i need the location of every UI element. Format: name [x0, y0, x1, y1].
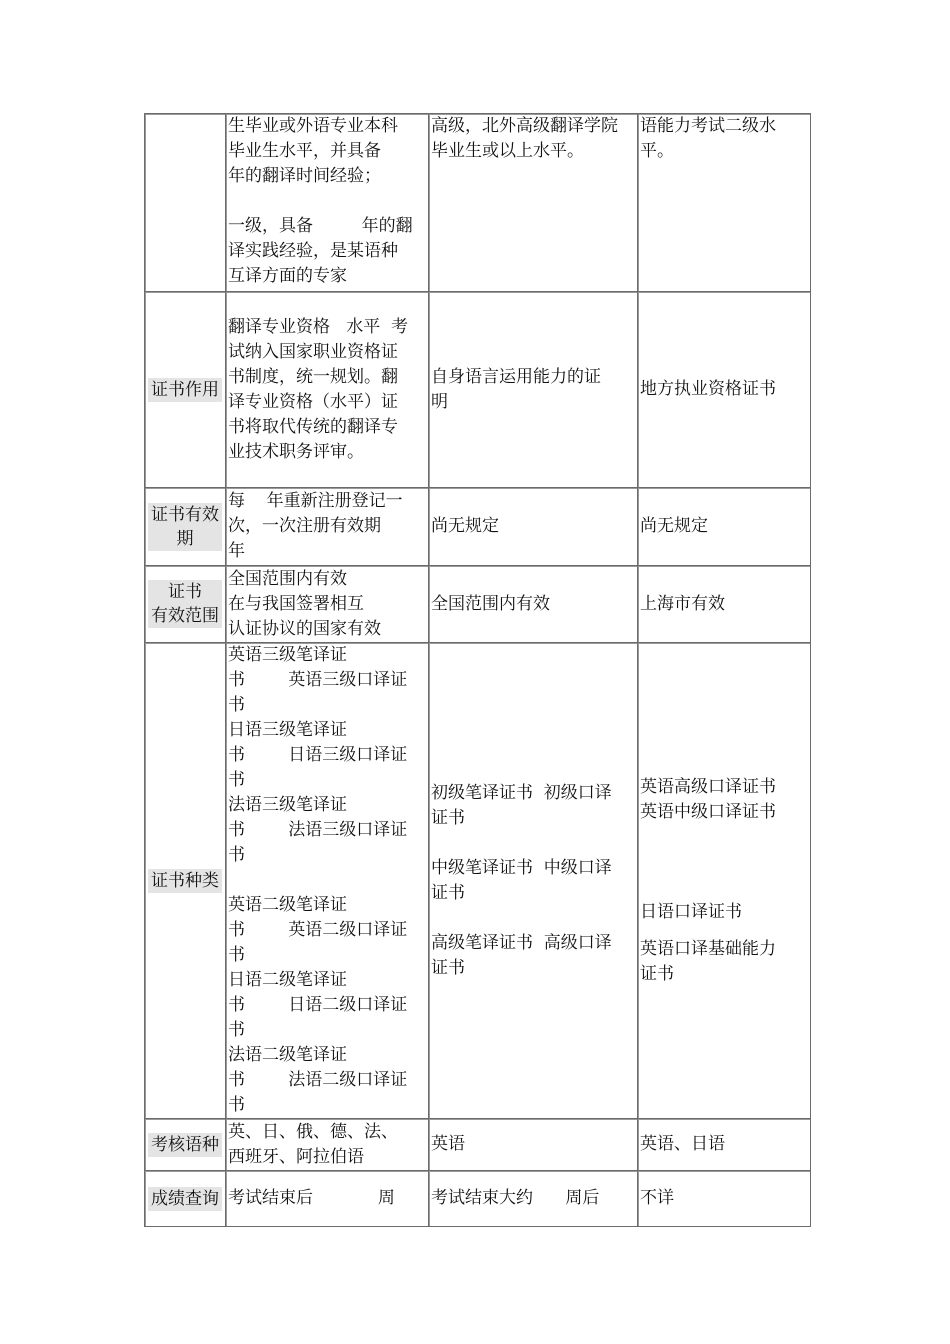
table-cell — [638, 1171, 811, 1227]
row-header-cell — [145, 1171, 226, 1227]
table-cell — [638, 643, 811, 1119]
cell-text: 译实践经验，是某语种 — [228, 241, 398, 261]
table-cell — [429, 566, 638, 643]
row-header-line: 期 — [176, 528, 194, 549]
table-cell — [638, 1119, 811, 1171]
table-row — [145, 643, 811, 1119]
cell-text: 语能力考试二级水 — [640, 116, 776, 136]
cell-text: 年 — [228, 541, 245, 561]
cell-text: 证书 — [431, 882, 465, 903]
cell-text: 证书 — [431, 957, 465, 978]
table-cell — [638, 566, 811, 643]
cell-text: 每 年重新注册登记一 — [228, 491, 403, 511]
row-header-label — [148, 580, 222, 628]
table-row — [145, 292, 811, 488]
cell-text: 书 — [228, 945, 245, 965]
table-cell — [429, 292, 638, 488]
row-header-cell — [145, 566, 226, 643]
table-cell — [638, 114, 811, 292]
cell-text: 尚无规定 — [431, 516, 499, 536]
cell-text: 英语中级口译证书 — [640, 801, 776, 822]
cell-text: 初级笔译证书 初级口译 — [431, 782, 612, 803]
cell-text: 互译方面的专家 — [228, 266, 347, 286]
cell-text: 西班牙、阿拉伯语 — [228, 1146, 364, 1167]
row-header-cell — [145, 643, 226, 1119]
table-cell — [226, 488, 429, 566]
cell-text: 书 英语三级口译证 — [228, 670, 408, 690]
cell-text: 毕业生水平，并具备 — [228, 141, 381, 161]
cell-text: 英语口译基础能力 — [640, 938, 776, 959]
cell-text: 书 法语二级口译证 — [228, 1070, 408, 1090]
cell-text: 书 法语三级口译证 — [228, 820, 408, 840]
table-row — [145, 1171, 811, 1227]
table-cell — [638, 488, 811, 566]
cell-text: 业技术职务评审。 — [228, 441, 364, 462]
cell-text: 高级笔译证书 高级口译 — [431, 932, 612, 953]
cell-text: 英、日、俄、德、法、 — [228, 1121, 398, 1142]
cell-text: 英语高级口译证书 — [640, 776, 776, 797]
cell-text: 英语、日语 — [640, 1134, 725, 1154]
cell-text: 法语三级笔译证 — [228, 795, 347, 815]
cell-text: 上海市有效 — [640, 593, 725, 614]
cell-text: 书 日语三级口译证 — [228, 745, 408, 765]
cell-text: 毕业生或以上水平。 — [431, 141, 584, 161]
row-header-line: 证书 — [168, 582, 202, 602]
cell-text: 认证协议的国家有效 — [228, 618, 381, 639]
row-header-cell — [145, 114, 226, 292]
certificate-comparison-table — [144, 113, 811, 1227]
cell-text: 英语二级笔译证 — [228, 895, 347, 915]
cell-text: 全国范围内有效 — [431, 593, 550, 614]
cell-text: 考试结束后 周 — [228, 1188, 395, 1208]
cell-text: 自身语言运用能力的证 — [431, 366, 601, 387]
table-row — [145, 488, 811, 566]
table-row — [145, 566, 811, 643]
row-header-label: 成绩查询 — [148, 1187, 222, 1211]
cell-text: 日语二级笔译证 — [228, 970, 347, 990]
cell-text: 书 — [228, 695, 245, 715]
table-cell — [429, 1171, 638, 1227]
row-header-cell — [145, 292, 226, 488]
cell-text: 日语口译证书 — [640, 901, 742, 922]
table-cell — [429, 1119, 638, 1171]
cell-text: 平。 — [640, 141, 674, 161]
row-header-label — [148, 503, 222, 551]
cell-text: 书 — [228, 1020, 245, 1040]
table-cell — [429, 114, 638, 292]
table-cell — [226, 1119, 429, 1171]
table-cell — [638, 292, 811, 488]
cell-text: 一级，具备 年的翻 — [228, 216, 413, 236]
cell-text: 译专业资格（水平）证 — [228, 391, 398, 412]
table-row — [145, 1119, 811, 1171]
cell-text: 书 — [228, 1095, 245, 1115]
row-header-cell — [145, 1119, 226, 1171]
cell-text: 书 — [228, 845, 245, 865]
table-cell — [429, 488, 638, 566]
cell-text: 次，一次注册有效期 — [228, 516, 381, 536]
cell-text: 在与我国签署相互 — [228, 593, 364, 614]
cell-text: 英语三级笔译证 — [228, 645, 347, 665]
cell-text: 书将取代传统的翻译专 — [228, 416, 398, 437]
cell-text: 生毕业或外语专业本科 — [228, 116, 398, 136]
cell-text: 不详 — [640, 1188, 674, 1208]
table-cell — [226, 292, 429, 488]
cell-text: 书 — [228, 770, 245, 790]
cell-text: 高级，北外高级翻译学院 — [431, 116, 618, 136]
table-cell — [226, 643, 429, 1119]
cell-text: 书制度，统一规划。翻 — [228, 366, 398, 387]
row-header-label: 证书种类 — [148, 869, 222, 893]
cell-text: 中级笔译证书 中级口译 — [431, 857, 612, 878]
cell-text: 考试结束大约 周后 — [431, 1188, 600, 1208]
row-header-line: 证书有效 — [151, 504, 219, 525]
cell-text: 书 日语二级口译证 — [228, 995, 408, 1015]
row-header-label: 考核语种 — [148, 1133, 222, 1157]
table-cell — [226, 566, 429, 643]
cell-text: 明 — [431, 391, 448, 412]
row-header-label: 证书作用 — [148, 378, 222, 402]
cell-text: 试纳入国家职业资格证 — [228, 341, 398, 362]
row-header-line: 有效范围 — [151, 606, 219, 626]
cell-text: 书 英语二级口译证 — [228, 920, 408, 940]
cell-text: 地方执业资格证书 — [640, 379, 776, 399]
cell-text: 日语三级笔译证 — [228, 720, 347, 740]
cell-text: 年的翻译时间经验； — [228, 166, 381, 186]
row-header-cell — [145, 488, 226, 566]
cell-text: 证书 — [640, 963, 674, 984]
cell-text: 法语二级笔译证 — [228, 1045, 347, 1065]
cell-text: 英语 — [431, 1134, 465, 1154]
table-cell — [429, 643, 638, 1119]
cell-text: 尚无规定 — [640, 516, 708, 536]
table-cell — [226, 1171, 429, 1227]
cell-text: 翻译专业资格 水平 考 — [228, 316, 409, 337]
table-row — [145, 114, 811, 292]
cell-text: 证书 — [431, 807, 465, 828]
table-cell — [226, 114, 429, 292]
cell-text: 全国范围内有效 — [228, 568, 347, 589]
